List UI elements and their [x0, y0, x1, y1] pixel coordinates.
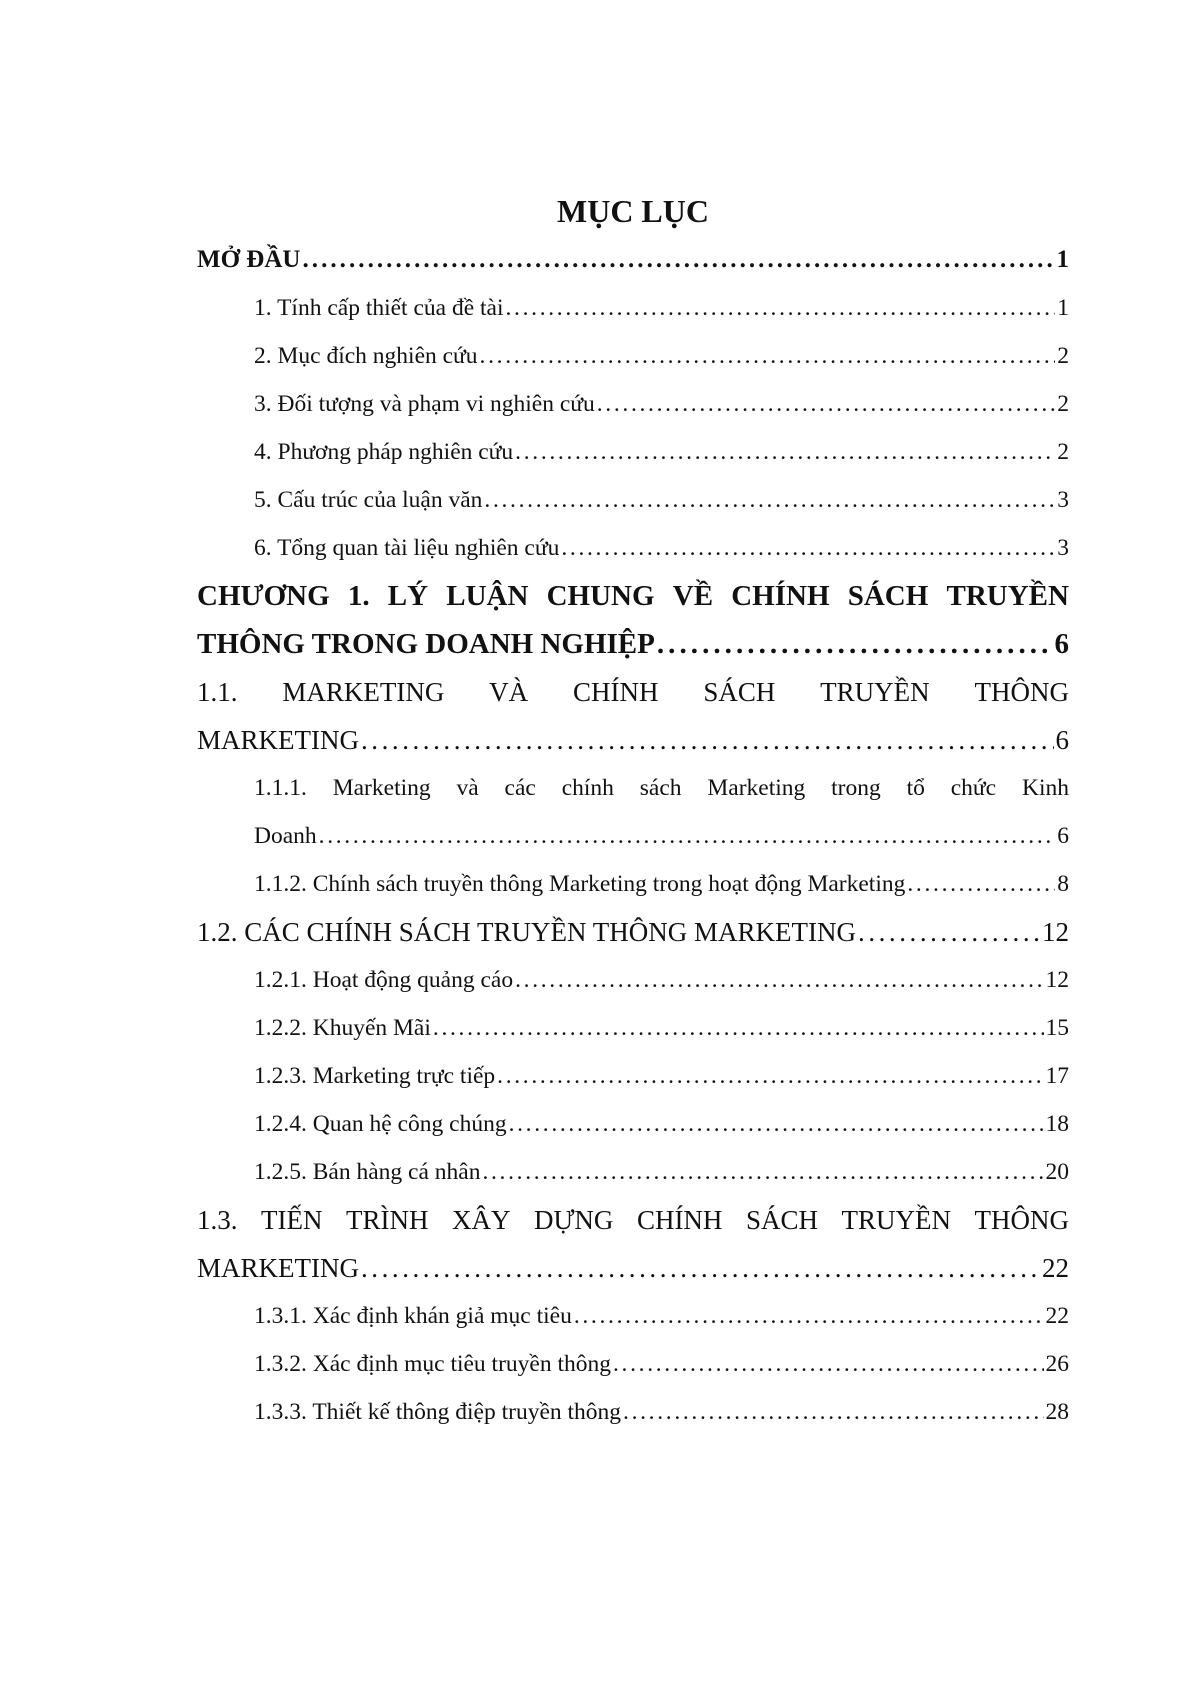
toc-entry-label: 1.1.2. Chính sách truyền thông Marketing trong hoạt động Marketing: [254, 871, 906, 897]
toc-page-number: 2: [1057, 343, 1069, 369]
dot-leader: [319, 812, 1056, 860]
dot-leader: [613, 1340, 1044, 1388]
word: sách: [639, 775, 682, 801]
toc-page-number: 22: [1042, 1253, 1069, 1283]
toc-entry-label: MARKETING: [197, 725, 359, 755]
toc-entry-label: 1.2.1. Hoạt động quảng cáo: [254, 967, 514, 993]
toc-entry-label: MARKETING: [197, 1253, 359, 1283]
toc-section-heading[interactable]: [197, 908, 1069, 956]
word: CHÍNH: [731, 580, 830, 612]
toc-entry-label: 1. Tính cấp thiết của đề tài: [254, 295, 504, 321]
toc-entry-label: 1.2. CÁC CHÍNH SÁCH TRUYỀN THÔNG MARKETING: [197, 917, 857, 947]
toc-entry-label: 1.3.1. Xác định khán giả mục tiêu: [254, 1303, 572, 1329]
word: Kinh: [1021, 775, 1069, 801]
word: SÁCH: [847, 580, 929, 612]
word: 1.1.: [197, 677, 238, 707]
word: CHÍNH: [572, 677, 659, 707]
toc-page-number: 2: [1057, 439, 1069, 465]
toc-page-number: 26: [1045, 1351, 1069, 1377]
word: LÝ: [387, 580, 429, 612]
toc-entry-label: 1.2.4. Quan hệ công chúng: [254, 1111, 507, 1137]
toc-page-number: 18: [1045, 1111, 1069, 1137]
toc-page-number: 22: [1045, 1303, 1069, 1329]
dot-leader: [509, 1100, 1044, 1148]
word: 1.1.1.: [254, 775, 307, 801]
word: 1.3.: [197, 1205, 238, 1235]
dot-leader: [433, 1004, 1044, 1052]
word: VÀ: [489, 677, 529, 707]
word: CHÍNH: [636, 1205, 723, 1235]
dot-leader: [657, 620, 1053, 668]
word: Marketing: [332, 775, 431, 801]
word: Marketing: [707, 775, 806, 801]
toc-chapter-heading-line2[interactable]: [197, 620, 1069, 668]
dot-leader: [361, 716, 1054, 764]
toc-page-number: 6: [1054, 628, 1069, 660]
word: DỰNG: [533, 1205, 614, 1235]
toc-entry[interactable]: [197, 1388, 1069, 1436]
toc-entry[interactable]: [197, 1148, 1069, 1196]
toc-subsection-line1[interactable]: [197, 764, 1069, 812]
toc-entry[interactable]: [197, 1292, 1069, 1340]
dot-leader: [506, 284, 1056, 332]
toc-entry-label: 1.2.3. Marketing trực tiếp: [254, 1063, 496, 1089]
toc-page-number: 28: [1045, 1399, 1069, 1425]
toc-entry-label: 2. Mục đích nghiên cứu: [254, 343, 478, 369]
toc-entry[interactable]: [197, 476, 1069, 524]
toc-section-heading-line2[interactable]: [197, 716, 1069, 764]
toc-entry[interactable]: [197, 1100, 1069, 1148]
word: 1.: [347, 580, 370, 612]
toc-entry[interactable]: [197, 524, 1069, 572]
dot-leader: [484, 476, 1055, 524]
toc-entry[interactable]: [197, 284, 1069, 332]
toc-page-number: 1: [1057, 295, 1069, 321]
word: TRUYỀN: [820, 677, 930, 707]
word: chính: [561, 775, 614, 801]
word: CHƯƠNG: [197, 580, 330, 612]
word: XÂY: [451, 1205, 511, 1235]
word: các: [504, 775, 536, 801]
toc-page-number: 3: [1057, 487, 1069, 513]
word: và: [456, 775, 479, 801]
word: TRUYỀN: [946, 580, 1069, 612]
table-of-contents: [197, 180, 1069, 1436]
word: TRUYỀN: [841, 1205, 951, 1235]
toc-subsection-line2[interactable]: [197, 812, 1069, 860]
toc-page-number: 20: [1045, 1159, 1069, 1185]
toc-entry-mo-dau[interactable]: [197, 236, 1069, 284]
toc-section-heading-line1[interactable]: [197, 1196, 1069, 1244]
dot-leader: [515, 956, 1043, 1004]
word: SÁCH: [703, 677, 776, 707]
toc-page-number: 2: [1057, 391, 1069, 417]
toc-entry-label: MỞ ĐẦU: [197, 246, 301, 273]
toc-entry[interactable]: [197, 1052, 1069, 1100]
word: THÔNG: [974, 677, 1069, 707]
toc-entry-label: Doanh: [254, 823, 317, 849]
toc-page-number: 6: [1055, 725, 1069, 755]
word: LUẬN: [446, 580, 529, 612]
toc-entry-label: 6. Tổng quan tài liệu nghiên cứu: [254, 535, 560, 561]
word: TIẾN: [261, 1205, 323, 1235]
word: CHUNG: [546, 580, 655, 612]
toc-entry[interactable]: [197, 380, 1069, 428]
toc-page-number: 1: [1056, 246, 1069, 273]
toc-entry[interactable]: [197, 428, 1069, 476]
toc-entry[interactable]: [197, 956, 1069, 1004]
dot-leader: [480, 332, 1056, 380]
dot-leader: [597, 380, 1056, 428]
word: MARKETING: [282, 677, 445, 707]
word: TRÌNH: [345, 1205, 429, 1235]
word: tổ: [906, 775, 925, 801]
dot-leader: [623, 1388, 1043, 1436]
toc-page-number: 12: [1045, 967, 1069, 993]
dot-leader: [302, 236, 1054, 284]
toc-entry-label: 1.3.2. Xác định mục tiêu truyền thông: [254, 1351, 611, 1377]
dot-leader: [515, 428, 1055, 476]
word: THÔNG: [974, 1205, 1069, 1235]
toc-entry[interactable]: [197, 860, 1069, 908]
dot-leader: [482, 1148, 1043, 1196]
toc-entry-label: 1.2.2. Khuyến Mãi: [254, 1015, 431, 1041]
toc-chapter-heading-line1[interactable]: [197, 572, 1069, 620]
dot-leader: [907, 860, 1055, 908]
toc-page-number: 3: [1057, 535, 1069, 561]
toc-page-number: 6: [1057, 823, 1069, 849]
dot-leader: [858, 908, 1040, 956]
dot-leader: [561, 524, 1055, 572]
toc-entry-label: THÔNG TRONG DOANH NGHIỆP: [197, 628, 655, 660]
toc-page-number: 12: [1042, 917, 1069, 947]
word: VỀ: [672, 580, 714, 612]
toc-page-number: 15: [1045, 1015, 1069, 1041]
word: trong: [831, 775, 881, 801]
toc-entry-label: 3. Đối tượng và phạm vi nghiên cứu: [254, 391, 595, 417]
toc-entry[interactable]: [197, 332, 1069, 380]
toc-section-heading-line2[interactable]: [197, 1244, 1069, 1292]
toc-entry-label: 4. Phương pháp nghiên cứu: [254, 439, 514, 465]
word: chức: [950, 775, 997, 801]
toc-entry-label: 5. Cấu trúc của luận văn: [254, 487, 483, 513]
toc-entry[interactable]: [197, 1004, 1069, 1052]
toc-page-number: 8: [1057, 871, 1069, 897]
page-title: MỤC LỤC: [557, 193, 709, 229]
dot-leader: [497, 1052, 1043, 1100]
toc-section-heading-line1[interactable]: [197, 668, 1069, 716]
toc-entry[interactable]: [197, 1340, 1069, 1388]
toc-page-number: 17: [1045, 1063, 1069, 1089]
word: SÁCH: [745, 1205, 818, 1235]
dot-leader: [574, 1292, 1044, 1340]
dot-leader: [361, 1244, 1040, 1292]
toc-entry-label: 1.3.3. Thiết kế thông điệp truyền thông: [254, 1399, 622, 1425]
toc-entry-label: 1.2.5. Bán hàng cá nhân: [254, 1159, 481, 1185]
